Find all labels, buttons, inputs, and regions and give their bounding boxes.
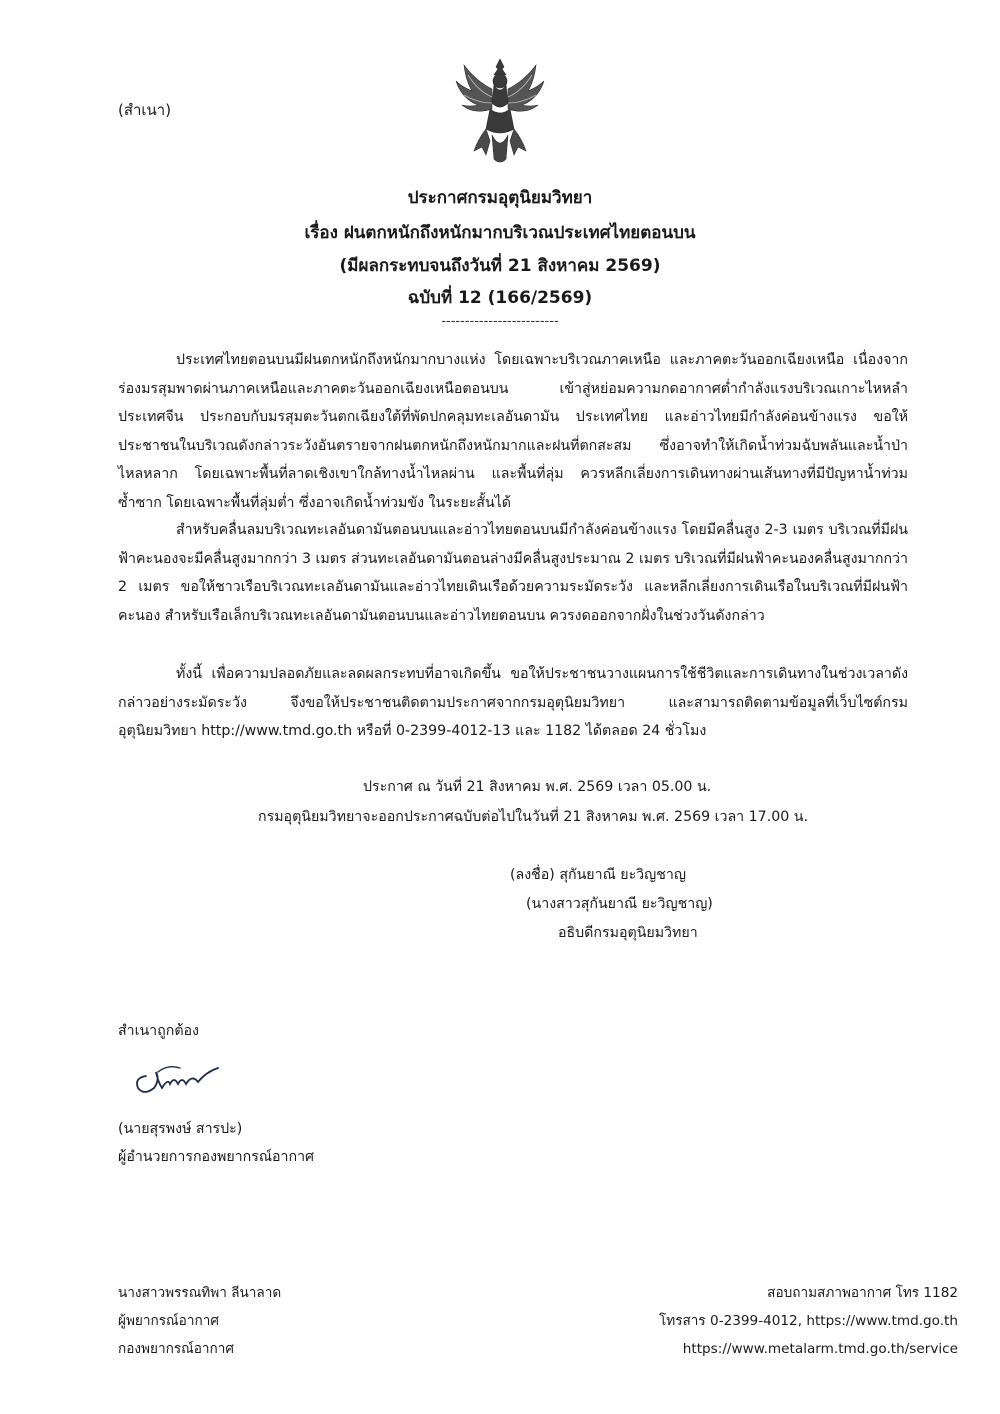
garuda-emblem-icon bbox=[452, 55, 548, 167]
document-effective-date: (มีผลกระทบจนถึงวันที่ 21 สิงหาคม 2569) bbox=[339, 256, 661, 276]
announce-date-line: ประกาศ ณ วันที่ 21 สิงหาคม พ.ศ. 2569 เวลา 05.00 น. bbox=[363, 779, 712, 795]
footer-contact bbox=[538, 1279, 958, 1363]
document-title: ประกาศกรมอุตุนิยมวิทยา bbox=[407, 188, 593, 208]
certifier-position: ผู้อำนวยการกองพยากรณ์อากาศ bbox=[118, 1149, 315, 1165]
paragraph-rain-warning: ประเทศไทยตอนบนมีฝนตกหนักถึงหนักมากบางแห่ง โดยเฉพาะบริเวณภาคเหนือ และภาคตะวันออกเฉียงเหนือ เนื่องจากร่องมรสุมพาดผ่านภาคเหนือและภาคตะวันออกเฉียงเหนือตอนบน เข้าสู่หย่อมความกดอากาศต่ำกำลังแรงบริเวณเกาะไหหลำ ประเทศจีน ประกอบกับมรสุมตะวันตกเฉียงใต้ที่พัดปกคลุมทะเลอันดามัน ประเทศไทย และอ่าวไทยมีกำลังค่อนข้างแรง ขอให้ประชาชนในบริเวณดังกล่าวระวังอันตรายจากฝนตกหนักถึงหนักมากและฝนที่ตกสะสม ซึ่งอาจทำให้เกิดน้ำท่วมฉับพลันและน้ำป่าไหลหลาก โดยเฉพาะพื้นที่ลาดเชิงเขาใกล้ทางน้ำไหลผ่าน และพื้นที่ลุ่ม ควรหลีกเลี่ยงการเดินทางผ่านเส้นทางที่มีปัญหาน้ำท่วมซ้ำซาก โดยเฉพาะพื้นที่ลุ่มต่ำ ซึ่งอาจเกิดน้ำท่วมขัง ในระยะสั้นได้ bbox=[118, 352, 908, 511]
document-issue-number: ฉบับที่ 12 (166/2569) bbox=[407, 288, 593, 308]
footer-forecaster-name: นางสาวพรรณทิพา ลีนาลาด bbox=[118, 1285, 282, 1301]
handwritten-signature bbox=[128, 1058, 228, 1102]
signatory-full-name: (นางสาวสุกันยาณี ยะวิญชาญ) bbox=[526, 896, 713, 912]
certified-copy-label: สำเนาถูกต้อง bbox=[118, 1023, 199, 1039]
document-subject: เรื่อง ฝนตกหนักถึงหนักมากบริเวณประเทศไทยตอนบน bbox=[304, 223, 696, 243]
footer-fax-website: โทรสาร 0-2399-4012, https://www.tmd.go.th bbox=[658, 1313, 958, 1329]
certifier-name: (นายสุรพงษ์ สารปะ) bbox=[118, 1121, 243, 1137]
footer-forecaster bbox=[118, 1279, 281, 1363]
footer-forecaster-role: ผู้พยากรณ์อากาศ bbox=[118, 1313, 219, 1329]
footer-service-url: https://www.metalarm.tmd.go.th/service bbox=[682, 1341, 958, 1357]
next-issue-line: กรมอุตุนิยมวิทยาจะออกประกาศฉบับต่อไปในวันที่ 21 สิงหาคม พ.ศ. 2569 เวลา 17.00 น. bbox=[258, 809, 808, 825]
footer-forecaster-division: กองพยากรณ์อากาศ bbox=[118, 1341, 235, 1357]
signatory-position: อธิบดีกรมอุตุนิยมวิทยา bbox=[558, 925, 698, 941]
paragraph-wave-warning: สำหรับคลื่นลมบริเวณทะเลอันดามันตอนบนและอ่าวไทยตอนบนมีกำลังค่อนข้างแรง โดยมีคลื่นสูง 2-3 เมตร บริเวณที่มีฝนฟ้าคะนองจะมีคลื่นสูงมากกว่า 3 เมตร ส่วนทะเลอันดามันตอนล่างมีคลื่นสูงประมาณ 2 เมตร บริเวณที่มีฝนฟ้าคะนองคลื่นสูงมากกว่า 2 เมตร ขอให้ชาวเรือบริเวณทะเลอันดามันและอ่าวไทยเดินเรือด้วยความระมัดระวัง และหลีกเลี่ยงการเดินเรือในบริเวณที่มีฝนฟ้าคะนอง สำหรับเรือเล็กบริเวณทะเลอันดามันตอนบนและอ่าวไทยตอนบน ควรงดออกจากฝั่งในช่วงวันดังกล่าว bbox=[118, 522, 908, 624]
title-divider: ------------------------- bbox=[441, 314, 559, 329]
paragraph-safety-advice: ทั้งนี้ เพื่อความปลอดภัยและลดผลกระทบที่อาจเกิดขึ้น ขอให้ประชาชนวางแผนการใช้ชีวิตและการเดินทางในช่วงเวลาดังกล่าวอย่างระมัดระวัง จึงขอให้ประชาชนติดตามประกาศจากกรมอุตุนิยมวิทยา และสามารถติดตามข้อมูลที่เว็บไซต์กรมอุตุนิยมวิทยา http://www.tmd.go.th หรือที่ 0-2399-4012-13 และ 1182 ได้ตลอด 24 ชั่วโมง bbox=[118, 666, 908, 739]
signature-line: (ลงชื่อ) สุกันยาณี ยะวิญชาญ bbox=[510, 867, 686, 883]
footer-weather-hotline: สอบถามสภาพอากาศ โทร 1182 bbox=[767, 1285, 958, 1301]
copy-label: (สำเนา) bbox=[118, 101, 172, 119]
